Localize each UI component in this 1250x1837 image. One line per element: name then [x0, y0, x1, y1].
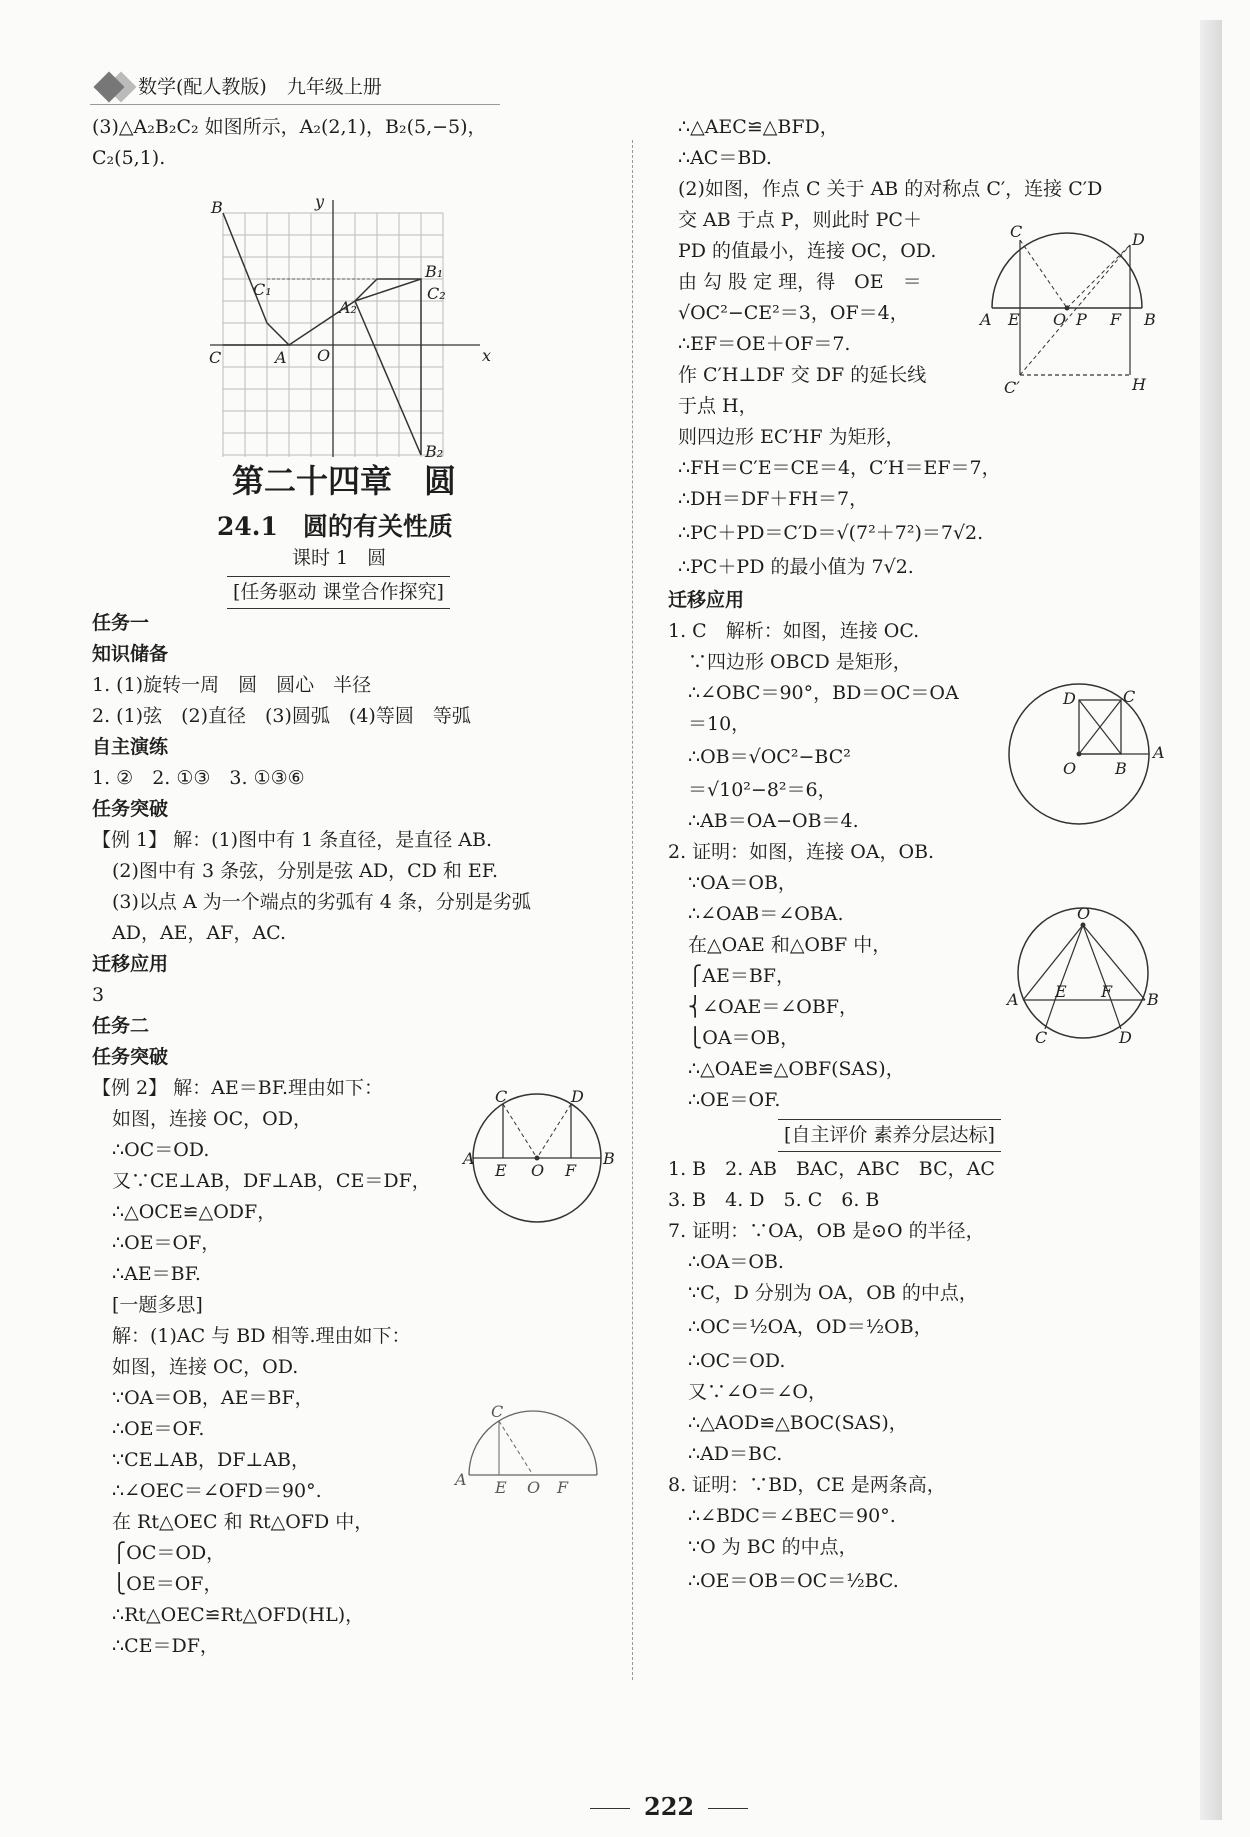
label-e: E [495, 1161, 507, 1180]
right-text-line: ∴OA＝OB. [688, 1251, 784, 1273]
page-header [90, 60, 500, 106]
right-text-line: ＝√10²−8²＝6， [688, 779, 837, 801]
label-c: C [1123, 687, 1136, 706]
subject: 数学(配人教版) [138, 76, 267, 98]
label-a: A [275, 348, 287, 367]
header-title [138, 72, 382, 99]
left-text-line: ∴△OCE≌△ODF， [112, 1201, 277, 1223]
label-b: B [1115, 759, 1127, 778]
right-text-line: ∴∠BDC＝∠BEC＝90°. [688, 1505, 896, 1527]
right-text-line: ∴PC＋PD 的最小值为 7√2. [678, 556, 914, 578]
right-text-line: ∴PC＋PD＝C′D＝√(7²＋7²)＝7√2. [678, 522, 984, 544]
left-text-line: 如图，连接 OC，OD， [112, 1108, 312, 1130]
label-o: O [1053, 310, 1067, 329]
label-a: A [1007, 990, 1019, 1009]
right-text-line: ∵O 为 BC 的中点， [688, 1536, 858, 1558]
left-text-line: ⎧OC＝OD， [112, 1542, 226, 1564]
left-text-line: 如图，连接 OC，OD. [112, 1356, 299, 1378]
left-text-line: ∵OA＝OB，AE＝BF， [112, 1387, 314, 1409]
right-text-line: 交 AB 于点 P，则此时 PC＋ [678, 209, 922, 231]
column-separator [632, 140, 633, 1680]
right-text-line: ∴OC＝OD. [688, 1350, 786, 1372]
right-text-line: ∵C，D 分别为 OA，OB 的中点， [688, 1282, 978, 1304]
right-text-line: 由 勾 股 定 理，得 OE ＝ [678, 271, 922, 293]
dash-left [590, 1808, 630, 1809]
label-a1: A₂ [339, 298, 357, 317]
right-text-line: ∴△AEC≌△BFD， [678, 116, 839, 138]
right-text-line: PD 的值最小，连接 OC，OD. [678, 240, 937, 262]
label-c: C [495, 1087, 508, 1106]
label-x: x [482, 346, 492, 365]
label-f: F [1101, 982, 1113, 1001]
left-text-line: ∴OC＝OD. [112, 1139, 210, 1161]
label-a: A [1153, 743, 1165, 762]
right-text-line: ⎨∠OAE＝∠OBF， [688, 996, 858, 1018]
right-text-line: ∴AB＝OA−OB＝4. [688, 810, 859, 832]
right-text-line: ∴OC＝½OA，OD＝½OB， [688, 1316, 933, 1338]
left-text-line: 3 [92, 984, 105, 1006]
left-text-line: 课时 1 圆 [292, 547, 387, 569]
right-text-line: ∴AC＝BD. [678, 147, 772, 169]
right-text-line: ∴OB＝√OC²−BC² [688, 746, 851, 768]
label-b: B [211, 198, 223, 217]
left-text-line: 第二十四章 圆 [232, 462, 457, 500]
label-a: A [980, 310, 992, 329]
left-text-line: 24.1 圆的有关性质 [217, 512, 453, 541]
left-text-line: ∴CE＝DF， [112, 1635, 219, 1657]
example3-circle-figure [455, 1402, 605, 1515]
coordinate-grid-figure [205, 192, 495, 461]
right-text-line: ∴∠OAB＝∠OBA. [688, 903, 844, 925]
left-text-line: (2)图中有 3 条弦，分别是弦 AD，CD 和 EF. [112, 860, 499, 882]
left-text-line: [一题多思] [112, 1294, 203, 1316]
left-text-line: 知识储备 [92, 643, 169, 665]
label-h: H [1132, 375, 1146, 394]
label-f: F [565, 1161, 577, 1180]
left-text-line: ∴OE＝OF， [112, 1232, 221, 1254]
left-text-line: 解：(1)AC 与 BD 相等.理由如下： [112, 1325, 411, 1347]
label-o: O [531, 1161, 545, 1180]
label-e: E [1008, 310, 1020, 329]
left-text-line: ∵CE⊥AB，DF⊥AB， [112, 1449, 311, 1471]
example2-circle-figure [463, 1087, 615, 1225]
right-text-line: ∴EF＝OE＋OF＝7. [678, 333, 851, 355]
left-text-line: 自主演练 [92, 736, 169, 758]
label-c2: C₂ [427, 284, 446, 303]
label-b1: B₁ [425, 262, 444, 281]
label-c1: C₁ [253, 280, 272, 299]
right-text-line: ∴△AOD≌△BOC(SAS)， [688, 1412, 908, 1434]
right-text-line: ∵OA＝OB， [688, 872, 797, 894]
right-text-line: ＝10， [688, 713, 751, 735]
page-number [576, 1792, 762, 1821]
right-text-line: 3. B 4. D 5. C 6. B [668, 1189, 880, 1211]
left-text-line: 任务一 [92, 612, 150, 634]
label-d: D [1063, 689, 1076, 708]
grade: 九年级上册 [286, 76, 382, 98]
label-o: O [527, 1478, 541, 1497]
page-edge-shadow [1200, 20, 1222, 1820]
left-text-line: 1. ② 2. ①③ 3. ①③⑥ [92, 767, 305, 789]
page-number-text: 222 [644, 1792, 695, 1821]
label-b2: B₂ [425, 442, 444, 461]
label-b: B [603, 1149, 615, 1168]
right-text-line: ⎧AE＝BF， [688, 965, 795, 987]
left-text-line: 任务二 [92, 1015, 150, 1037]
right-text-line: ∴AD＝BC. [688, 1443, 783, 1465]
semicircle-figure [980, 222, 1160, 397]
left-text-line: 2. (1)弦 (2)直径 (3)圆弧 (4)等圆 等弧 [92, 705, 471, 727]
left-text-line: [任务驱动 课堂合作探究] [227, 576, 450, 609]
left-text-line: (3)以点 A 为一个端点的劣弧有 4 条，分别是劣弧 [112, 891, 531, 913]
left-text-line: (3)△A₂B₂C₂ 如图所示，A₂(2,1)，B₂(5,−5)， [92, 116, 487, 138]
header-rule [90, 104, 500, 105]
label-c: C [491, 1402, 504, 1421]
right-text-line: ∴DH＝DF＋FH＝7， [678, 488, 869, 510]
right-text-line: √OC²−CE²＝3，OF＝4， [678, 302, 909, 324]
left-text-line: 【例 2】 解：AE＝BF.理由如下： [92, 1077, 383, 1099]
label-c: C [1010, 222, 1023, 241]
left-text-line: 迁移应用 [92, 953, 169, 975]
label-c: C [209, 348, 222, 367]
label-d: D [1119, 1028, 1132, 1047]
right-text-line: ∴OE＝OF. [688, 1089, 781, 1111]
label-b: B [1147, 990, 1159, 1009]
label-b: B [1144, 310, 1156, 329]
left-text-line: 任务突破 [92, 798, 169, 820]
label-o: O [1077, 904, 1091, 923]
right-text-line: [自主评价 素养分层达标] [778, 1119, 1001, 1152]
right-text-line: ∴OE＝OB＝OC＝½BC. [688, 1570, 899, 1592]
label-d: D [571, 1087, 584, 1106]
label-e: E [495, 1478, 507, 1497]
left-text-line: 任务突破 [92, 1046, 169, 1068]
right-text-line: 则四边形 EC′HF 为矩形， [678, 426, 905, 448]
right-text-line: 作 C′H⊥DF 交 DF 的延长线 [678, 364, 927, 386]
circle-triangle-figure [1005, 905, 1175, 1045]
right-text-line: 8. 证明：∵BD，CE 是两条高， [668, 1474, 946, 1496]
left-text-line: C₂(5,1). [92, 147, 166, 169]
right-text-line: ∴△OAE≌△OBF(SAS)， [688, 1058, 905, 1080]
label-a: A [455, 1470, 467, 1489]
label-f: F [557, 1478, 569, 1497]
right-text-line: 2. 证明：如图，连接 OA，OB. [668, 841, 935, 863]
left-text-line: 在 Rt△OEC 和 Rt△OFD 中， [112, 1511, 374, 1533]
right-text-line: 于点 H， [678, 395, 758, 417]
circle-rectangle-figure [1005, 680, 1175, 830]
right-text-line: 1. B 2. AB BAC，ABC BC，AC [668, 1158, 995, 1180]
label-o: O [317, 346, 331, 365]
left-text-line: ∴∠OEC＝∠OFD＝90°. [112, 1480, 322, 1502]
label-f: F [1110, 310, 1122, 329]
right-text-line: 迁移应用 [668, 589, 745, 611]
dash-right [708, 1808, 748, 1809]
left-text-line: ∴OE＝OF. [112, 1418, 205, 1440]
left-text-line: AD，AE，AF，AC. [112, 922, 287, 944]
left-text-line: 【例 1】 解：(1)图中有 1 条直径，是直径 AB. [92, 829, 493, 851]
right-text-line: (2)如图，作点 C 关于 AB 的对称点 C′，连接 C′D [678, 178, 1103, 200]
left-text-line: ∴Rt△OEC≌Rt△OFD(HL)， [112, 1604, 365, 1626]
label-o: O [1063, 759, 1077, 778]
label-y: y [315, 192, 325, 211]
right-text-line: 1. C 解析：如图，连接 OC. [668, 620, 920, 642]
right-text-line: ∴FH＝C′E＝CE＝4，C′H＝EF＝7， [678, 457, 1001, 479]
right-text-line: ⎩OA＝OB， [688, 1027, 800, 1049]
label-d: D [1132, 230, 1145, 249]
label-c: C [1035, 1028, 1048, 1047]
left-text-line: ⎩OE＝OF， [112, 1573, 223, 1595]
right-text-line: ∴∠OBC＝90°，BD＝OC＝OA [688, 682, 959, 704]
label-c-prime: C′ [1004, 378, 1020, 397]
right-text-line: 7. 证明：∵OA，OB 是⊙O 的半径， [668, 1220, 985, 1242]
left-text-line: 1. (1)旋转一周 圆 圆心 半径 [92, 674, 372, 696]
label-a: A [463, 1149, 475, 1168]
left-text-line: ∴AE＝BF. [112, 1263, 201, 1285]
right-text-line: 在△OAE 和△OBF 中， [688, 934, 892, 956]
left-text-line: 又∵CE⊥AB，DF⊥AB，CE＝DF， [112, 1170, 431, 1192]
right-text-line: ∵四边形 OBCD 是矩形， [688, 651, 912, 673]
label-e: E [1055, 982, 1067, 1001]
label-p: P [1076, 310, 1087, 329]
right-text-line: 又∵∠O＝∠O， [688, 1381, 827, 1403]
